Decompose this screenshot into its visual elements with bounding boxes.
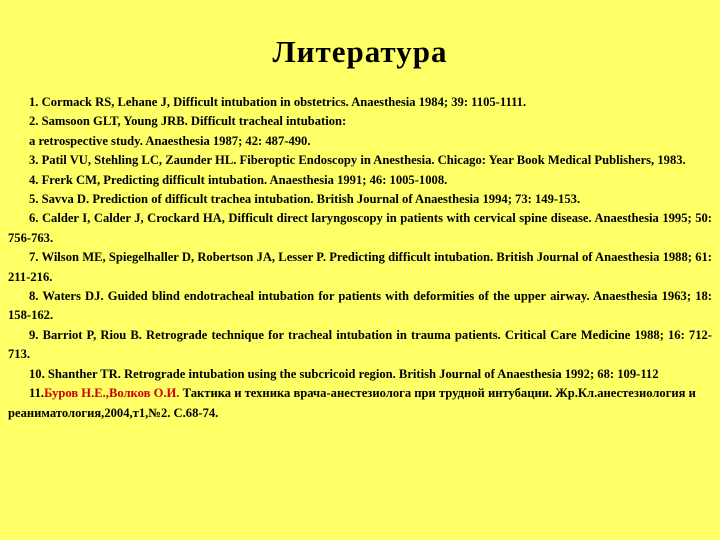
reference-item: 7. Wilson ME, Spiegelhaller D, Robertson JA, Lesser P. Predicting difficult intubation. British Journal of Anaesthesia 1988; 61: 211-216. [8,250,712,284]
reference-item: 3. Patil VU, Stehling LC, Zaunder HL. Fiberoptic Endoscopy in Anesthesia. Chicago: Year Book Medical Publishers, 1983. [29,153,686,168]
reference-item: a retrospective study. Anaesthesia 1987; 42: 487-490. [29,133,311,148]
reference-item: 1. Cormack RS, Lehane J, Difficult intubation in obstetrics. Anaesthesia 1984; 39: 1105-1111. [29,95,527,109]
reference-item: 9. Barriot P, Riou B. Retrograde technique for tracheal intubation in trauma patients. Critical Care Medicine 1988; 16: 712-713. [8,327,712,362]
reference-authors: Буров Н.Е.,Волков О.И. [44,386,180,401]
reference-list [8,93,712,423]
reference-item-russian [8,384,712,423]
reference-item: 6. Calder I, Calder J, Crockard HA, Difficult direct laryngoscopy in patients with cervical spine disease. Anaesthesia 1995; 50: 756-763. [8,211,712,245]
reference-item: 10. Shanther TR. Retrograde intubation using the subcricoid region. British Journal of Anaesthesia 1992; 68: 109-112 [29,366,659,381]
reference-text: Тактика и техника врача-анестезиолога при трудной интубации. Жр.Кл.анестезиология и реаниматология,2004,т1,№2. С.68-74. [8,386,696,420]
reference-item: 8. Waters DJ. Guided blind endotracheal intubation for patients with deformities of the upper airway. Anaesthesia 1963; 18: 158-162. [8,289,712,323]
reference-item: 4. Frerk CM, Predicting difficult intubation. Anaesthesia 1991; 46: 1005-1008. [29,172,448,187]
reference-item: 5. Savva D. Prediction of difficult trachea intubation. British Journal of Anaesthesia 1994; 73: 149-153. [29,192,581,207]
reference-item: 2. Samsoon GLT, Young JRB. Difficult tracheal intubation: [29,114,347,129]
slide-title: Литература [272,34,448,69]
reference-number: 11. [29,386,45,401]
